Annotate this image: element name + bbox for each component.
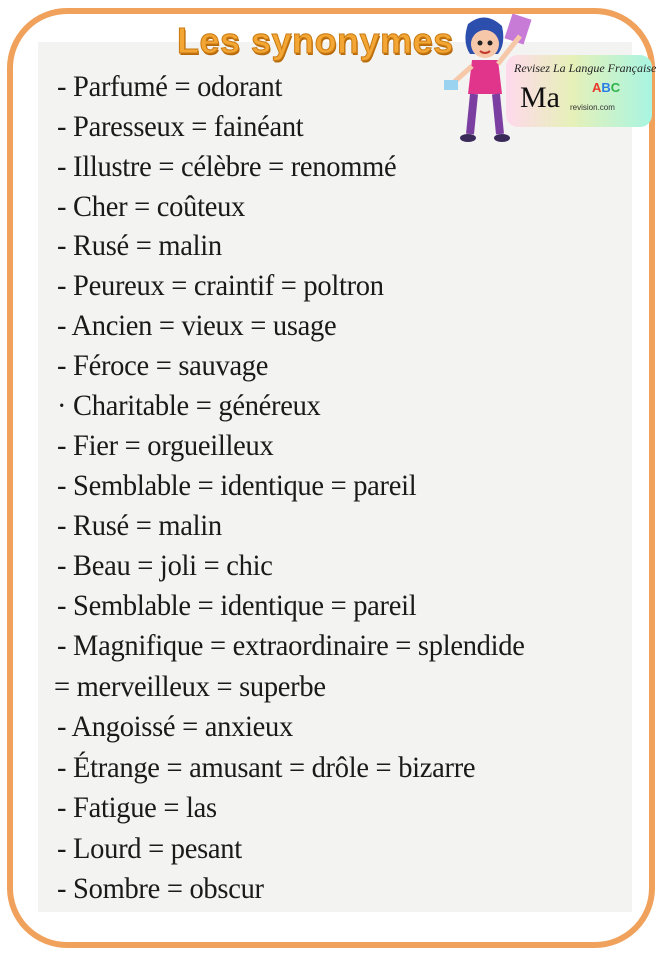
list-item: - Illustre = célèbre = renommé xyxy=(57,150,397,183)
list-item: - Semblable = identique = pareil xyxy=(57,469,417,502)
list-item: - Féroce = sauvage xyxy=(57,349,269,382)
list-item: - Étrange = amusant = drôle = bizarre xyxy=(57,751,476,784)
logo-abc-letter: C xyxy=(610,80,621,95)
list-item: - Beau = joli = chic xyxy=(57,549,273,582)
logo-abc xyxy=(592,80,620,95)
logo-tagline: Revisez La Langue Française xyxy=(514,61,657,75)
list-item: - Rusé = malin xyxy=(57,229,222,262)
brand-logo xyxy=(506,55,657,127)
list-item: - Peureux = craintif = poltron xyxy=(57,269,384,302)
list-item: - Cher = coûteux xyxy=(57,190,245,223)
logo-brand: Ma xyxy=(520,81,560,114)
list-item: - Fier = orgueilleux xyxy=(57,429,274,462)
page-title: Les synonymes xyxy=(177,20,454,61)
list-item: - Rusé = malin xyxy=(57,509,222,542)
logo-abc-letter: B xyxy=(601,80,611,95)
list-item: - Parfumé = odorant xyxy=(57,70,283,103)
list-item: - Ancien = vieux = usage xyxy=(57,309,337,342)
list-item: - Fatigue = las xyxy=(57,791,217,824)
list-item: - Lourd = pesant xyxy=(57,832,242,865)
list-item: - Paresseux = fainéant xyxy=(57,110,304,143)
list-item: - Magnifique = extraordinaire = splendide xyxy=(57,629,525,662)
list-item: - Angoissé = anxieux xyxy=(57,710,293,743)
list-item: = merveilleux = superbe xyxy=(54,670,326,703)
logo-abc-letter: A xyxy=(592,80,602,95)
logo-domain: revision.com xyxy=(570,103,615,112)
list-item: - Semblable = identique = pareil xyxy=(57,589,417,622)
list-item: · Charitable = généreux xyxy=(57,389,321,422)
list-item: - Sombre = obscur xyxy=(57,872,264,905)
